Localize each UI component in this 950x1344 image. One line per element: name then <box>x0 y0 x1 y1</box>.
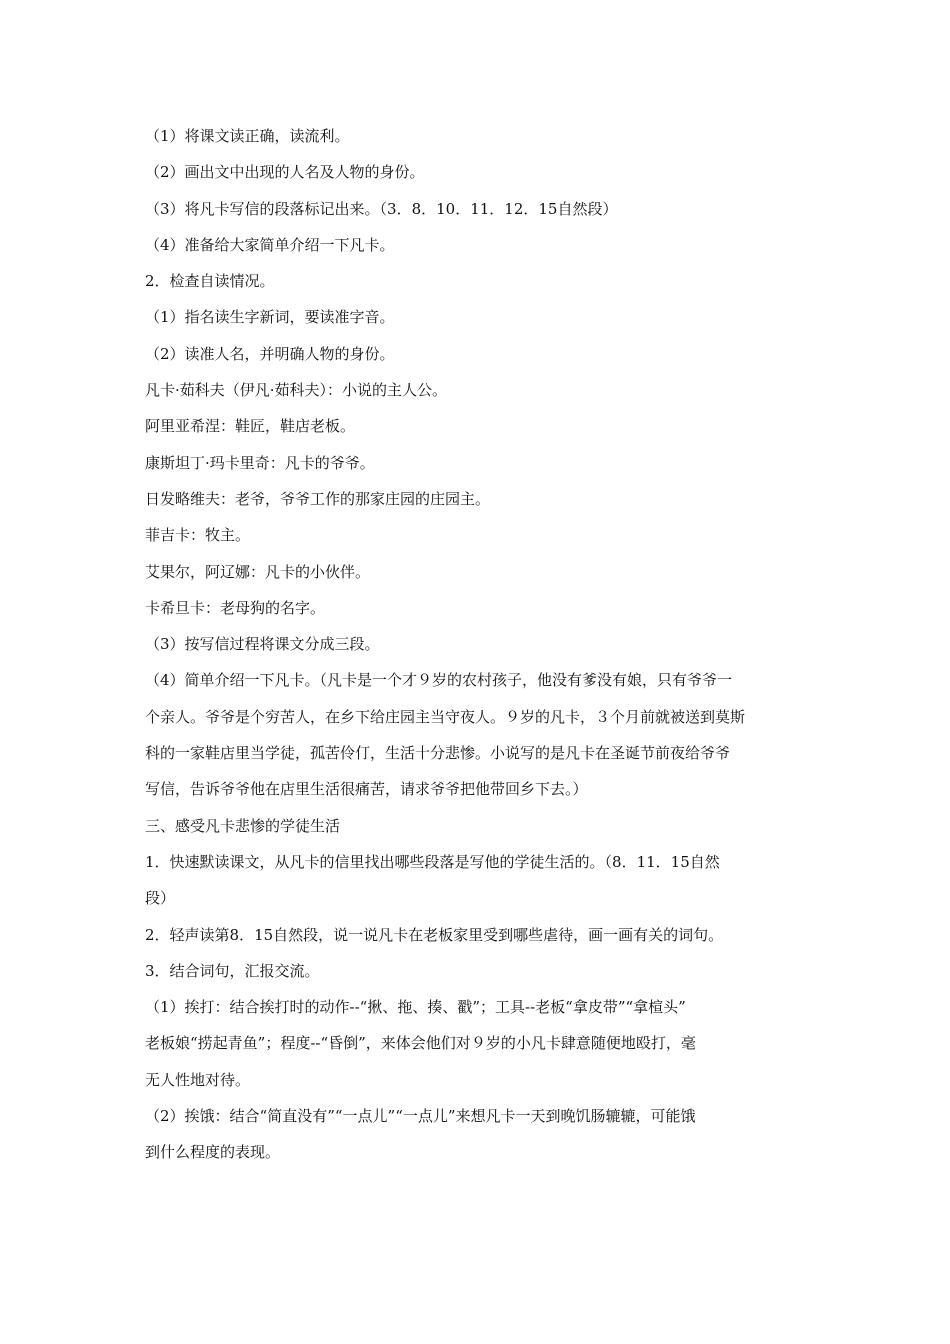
paragraph-line: （2）挨饿：结合“简直没有”“一点儿”“一点儿”来想凡卡一天到晚饥肠辘辘，可能饿 <box>145 1107 696 1126</box>
task-item-2: （2）画出文中出现的人名及人物的身份。 <box>145 163 425 182</box>
step-2: 2．轻声读第8．15自然段，说一说凡卡在老板家里受到哪些虐待，画一画有关的词句。 <box>145 925 724 944</box>
check-item-3: （3）按写信过程将课文分成三段。 <box>145 635 380 654</box>
step-heading-2: 2．检查自读情况。 <box>145 272 275 291</box>
task-item-3: （3）将凡卡写信的段落标记出来。（3．8．10．11．12．15自然段） <box>145 199 618 218</box>
paragraph-line: （1）挨打：结合挨打时的动作--“揪、拖、揍、戳”；工具--老板“拿皮带”“拿楦头” <box>145 998 686 1017</box>
check-item-2: （2）读准人名，并明确人物的身份。 <box>145 344 395 363</box>
paragraph-line: 无人性地对待。 <box>145 1070 251 1089</box>
step-3: 3．结合词句，汇报交流。 <box>145 961 320 980</box>
step-1-paragraph <box>145 852 808 925</box>
beating-paragraph <box>145 997 808 1106</box>
character-entry: 卡希旦卡：老母狗的名字。 <box>145 598 326 617</box>
task-item-4: （4）准备给大家简单介绍一下凡卡。 <box>145 235 395 254</box>
character-entry: 菲吉卡：牧主。 <box>145 526 251 545</box>
paragraph-line: （4）简单介绍一下凡卡。（凡卡是一个才９岁的农村孩子，他没有爹没有娘，只有爷爷一 <box>145 671 733 690</box>
paragraph-line: 老板娘“捞起青鱼”；程度--“昏倒”，来体会他们对９岁的小凡卡肆意随便地殴打，毫 <box>145 1034 696 1053</box>
document-body <box>145 126 808 1179</box>
paragraph-line: 段） <box>145 889 176 908</box>
task-item-1: （1）将课文读正确，读流利。 <box>145 127 350 145</box>
check-item-1: （1）指名读生字新词，要读准字音。 <box>145 308 395 327</box>
character-entry: 阿里亚希涅：鞋匠，鞋店老板。 <box>145 417 356 436</box>
paragraph-line: 1．快速默读课文，从凡卡的信里找出哪些段落是写他的学徒生活的。（8．11．15自然 <box>145 852 720 871</box>
paragraph-line: 科的一家鞋店里当学徒，孤苦伶仃，生活十分悲惨。小说写的是凡卡在圣诞节前夜给爷爷 <box>145 744 731 763</box>
character-entry: 凡卡·茹科夫（伊凡·茹科夫）：小说的主人公。 <box>145 381 448 400</box>
character-entry: 康斯坦丁·玛卡里奇：凡卡的爷爷。 <box>145 453 375 472</box>
paragraph-line: 到什么程度的表现。 <box>145 1143 281 1162</box>
section-heading-3: 三、感受凡卡悲惨的学徒生活 <box>145 816 341 835</box>
check-item-4-paragraph <box>145 670 808 815</box>
paragraph-line: 个亲人。爷爷是个穷苦人，在乡下给庄园主当守夜人。９岁的凡卡，３个月前就被送到莫斯 <box>145 707 746 726</box>
paragraph-line: 写信，告诉爷爷他在店里生活很痛苦，请求爷爷把他带回乡下去。） <box>145 780 588 799</box>
character-entry: 艾果尔，阿辽娜：凡卡的小伙伴。 <box>145 562 371 581</box>
hunger-paragraph <box>145 1106 808 1179</box>
character-entry: 日发略维夫：老爷，爷爷工作的那家庄园的庄园主。 <box>145 489 491 508</box>
